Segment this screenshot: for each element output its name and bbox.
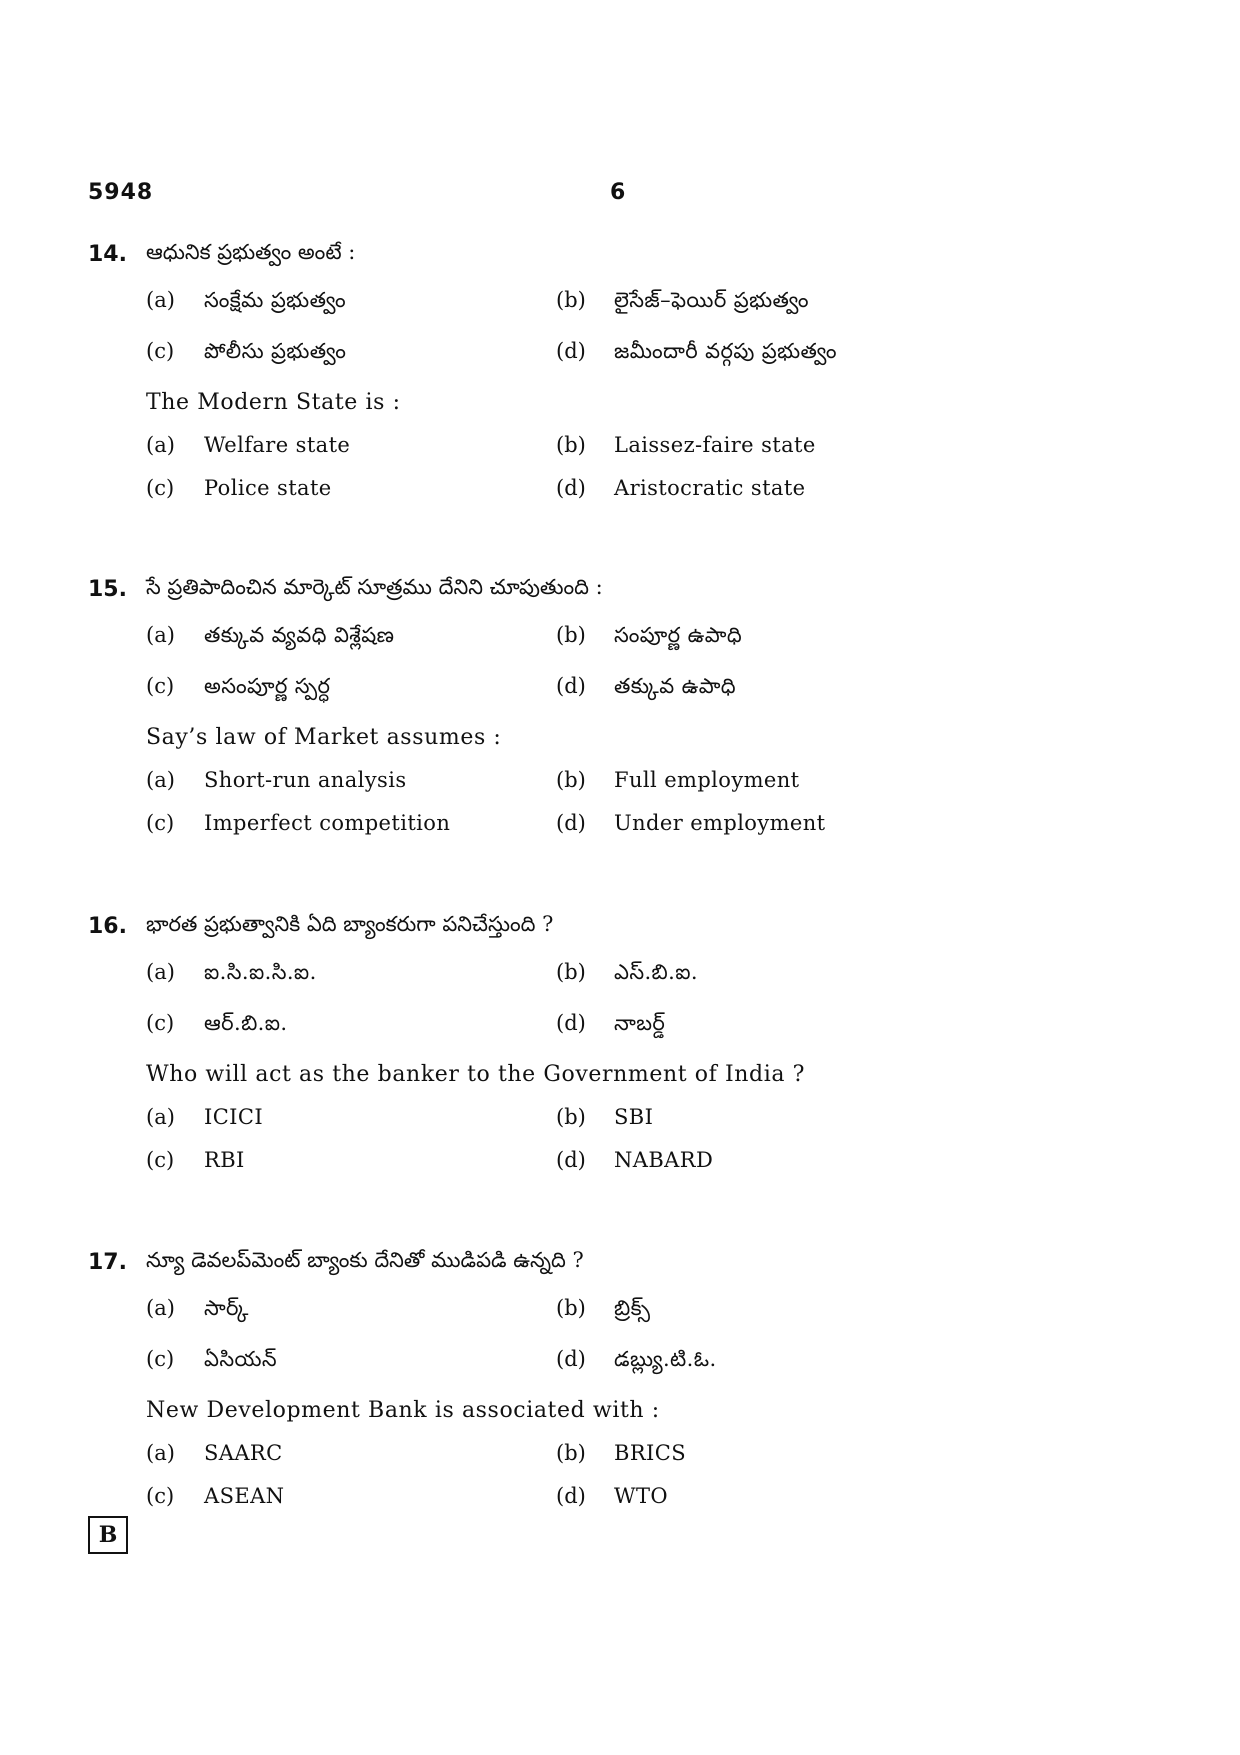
question-text-english: The Modern State is : [146,390,401,415]
question-16: 16. భారత ప్రభుత్వానికి ఏది బ్యాంకరుగా పనిచేస్తుంది ? (a) ఐ.సి.ఐ.సి.ఐ. (b) ఎస్.బి.ఐ. (c) ఆర్.బి.ఐ. (d) నాబర్డ్ Who will act as the banker to the Government of India ? (a) ICICI (b) SBI (c) RBI (d) NABARD [88,912,806,1172]
question-text-english: Who will act as the banker to the Government of India ? [146,1062,806,1087]
booklet-set-label: B [88,1516,128,1554]
question-text-telugu: న్యూ డెవలప్‌మెంట్ బ్యాంకు దేనితో ముడిపడి ఉన్నది ? [146,1248,584,1272]
question-number: 15. [88,577,127,602]
question-14: 14. ఆధునిక ప్రభుత్వం అంటే : (a) సంక్షేమ ప్రభుత్వం (b) లైసేజ్–ఫెయిర్ ప్రభుత్వం (c) పోలీసు ప్రభుత్వం (d) జమీందారీ వర్గపు ప్రభుత్వం The Modern State is : (a) Welfare state (b) Laissez-faire state (c) Police state (d) Aristocratic state [88,240,837,500]
question-text-telugu: భారత ప్రభుత్వానికి ఏది బ్యాంకరుగా పనిచేస్తుంది ? [146,912,554,936]
question-text-telugu: సే ప్రతిపాదించిన మార్కెట్ సూత్రము దేనిని చూపుతుంది : [146,575,603,599]
question-number: 14. [88,242,127,267]
question-17: 17. న్యూ డెవలప్‌మెంట్ బ్యాంకు దేనితో ముడిపడి ఉన్నది ? (a) సార్క్ (b) బ్రిక్స్ (c) ఏసియన్ (d) డబ్ల్యు.టి.ఓ. New Development Bank is associated with : (a) SAARC (b) BRICS (c) ASEAN (d) WTO [88,1248,717,1508]
page-number: 6 [610,180,626,205]
page-header [88,180,1088,216]
question-text-english: New Development Bank is associated with : [146,1398,660,1423]
paper-code: 5948 [88,180,154,205]
question-15: 15. సే ప్రతిపాదించిన మార్కెట్ సూత్రము దేనిని చూపుతుంది : (a) తక్కువ వ్యవధి విశ్లేషణ (b) సంపూర్ణ ఉపాధి (c) అసంపూర్ణ స్పర్ధ (d) తక్కువ ఉపాధి Say’s law of Market assumes : (a) Short-run analysis (b) Full employment (c) Imperfect competition (d) Under employment [88,575,826,835]
question-number: 17. [88,1250,127,1275]
question-text-telugu: ఆధునిక ప్రభుత్వం అంటే : [146,240,356,264]
question-number: 16. [88,914,127,939]
question-text-english: Say’s law of Market assumes : [146,725,502,750]
